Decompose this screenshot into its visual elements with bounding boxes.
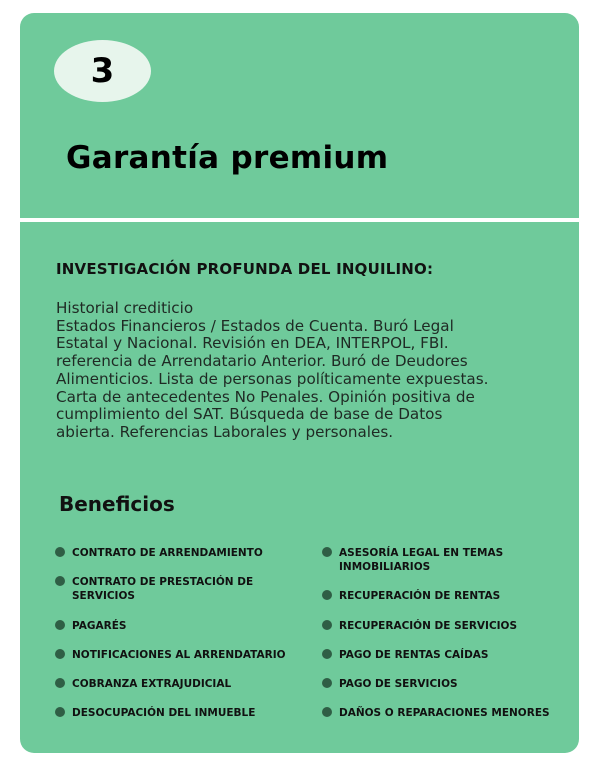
benefit-item: PAGO DE RENTAS CAÍDAS	[322, 648, 567, 662]
benefit-item: DESOCUPACIÓN DEL INMUEBLE	[55, 706, 300, 720]
bullet-dot-icon	[55, 576, 65, 586]
benefit-item: CONTRATO DE ARRENDAMIENTO	[55, 546, 300, 560]
bullet-dot-icon	[55, 620, 65, 630]
bullet-dot-icon	[55, 707, 65, 717]
section-divider	[20, 218, 579, 222]
investigation-line: abierta. Referencias Laborales y personales.	[56, 422, 394, 441]
plan-number: 3	[90, 51, 115, 91]
plan-number-badge	[54, 40, 151, 102]
benefit-item: RECUPERACIÓN DE SERVICIOS	[322, 619, 567, 633]
benefit-item: PAGO DE SERVICIOS	[322, 677, 567, 691]
benefits-title: Beneficios	[59, 492, 175, 516]
benefit-item: CONTRATO DE PRESTACIÓN DE SERVICIOS	[55, 575, 285, 603]
bullet-dot-icon	[322, 547, 332, 557]
investigation-line: Estados Financieros / Estados de Cuenta. Buró Legal	[56, 316, 454, 335]
benefit-item: DAÑOS O REPARACIONES MENORES	[322, 706, 572, 720]
bullet-dot-icon	[322, 707, 332, 717]
benefit-item: RECUPERACIÓN DE RENTAS	[322, 589, 567, 603]
benefit-item: COBRANZA EXTRAJUDICIAL	[55, 677, 300, 691]
benefit-item: ASESORÍA LEGAL EN TEMAS INMOBILIARIOS	[322, 546, 522, 574]
bullet-dot-icon	[322, 620, 332, 630]
investigation-line: cumplimiento del SAT. Búsqueda de base de Datos	[56, 405, 443, 424]
investigation-heading: INVESTIGACIÓN PROFUNDA DEL INQUILINO:	[56, 260, 434, 278]
investigation-line: Historial crediticio	[56, 299, 194, 317]
bullet-dot-icon	[322, 678, 332, 688]
bullet-dot-icon	[55, 678, 65, 688]
investigation-line: referencia de Arrendatario Anterior. Buró de Deudores	[56, 352, 468, 371]
bullet-dot-icon	[322, 649, 332, 659]
bullet-dot-icon	[55, 649, 65, 659]
investigation-line: Carta de antecedentes No Penales. Opinión positiva de	[56, 387, 475, 406]
investigation-description	[56, 300, 527, 442]
investigation-line: Estatal y Nacional. Revisión en DEA, INTERPOL, FBI.	[56, 334, 449, 353]
benefit-item: NOTIFICACIONES AL ARRENDATARIO	[55, 648, 305, 662]
bullet-dot-icon	[322, 590, 332, 600]
plan-title: Garantía premium	[66, 140, 389, 176]
investigation-line: Alimenticios. Lista de personas políticamente expuestas.	[56, 369, 489, 388]
benefit-item: PAGARÉS	[55, 619, 300, 633]
plan-card	[20, 13, 579, 753]
bullet-dot-icon	[55, 547, 65, 557]
